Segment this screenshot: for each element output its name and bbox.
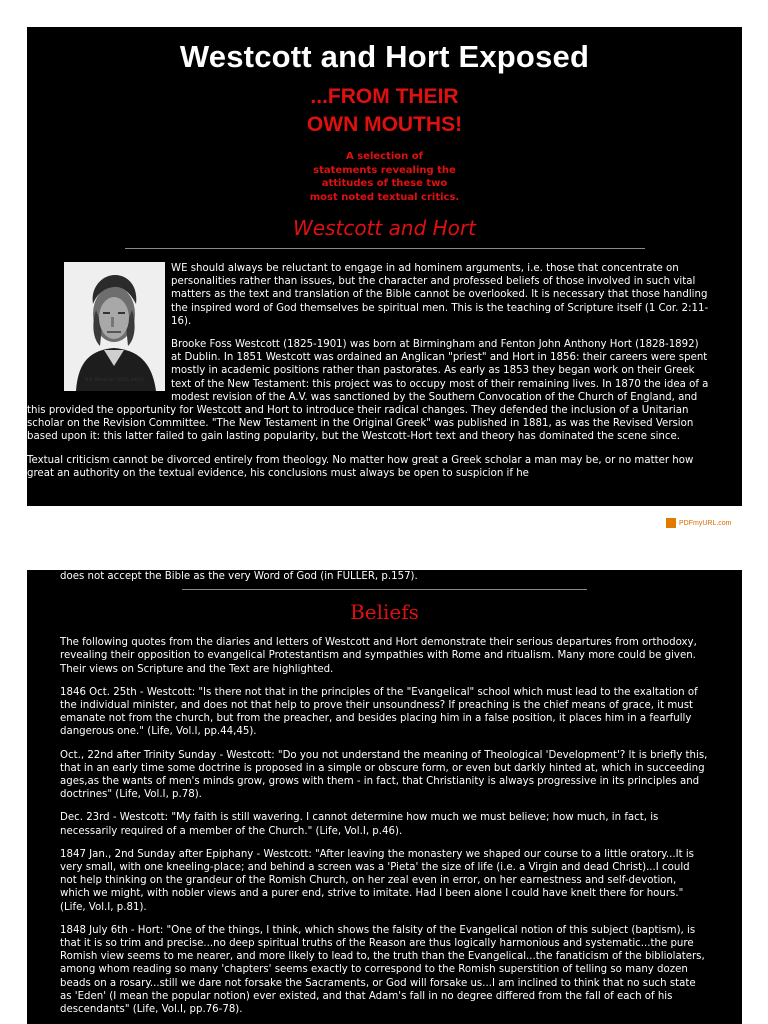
paragraph: Textual criticism cannot be divorced entirely from theology. No matter how great a Greek scholar a man may be, or no matter how great an authority on the textual evidence, his conclusions must always be open to suspicion if he	[27, 454, 694, 479]
paragraph: Oct., 22nd after Trinity Sunday - Westcott: "Do you not understand the meaning of Theological 'Development'? It is briefly this, that in an early time some doctrine is proposed in a simple or obscure form, or even but darkly hinted at, which in succeeding ages,as the wants of men's minds grow, grows with them - in fact, that Christianity is always progressive in its principles and doctrines" (Life, Vol.I, p.78).	[60, 749, 708, 801]
paragraph: Dec. 23rd - Westcott: "My faith is still wavering. I cannot determine how much we must believe; how much, in fact, is necessarily required of a member of the Church." (Life, Vol.I, p.46).	[60, 812, 659, 837]
section-heading-beliefs: Beliefs	[350, 600, 419, 625]
westcott-portrait	[64, 262, 165, 391]
blurb-line: attitudes of these two	[321, 178, 448, 189]
portrait-image	[64, 262, 165, 391]
subtitle-line: ...FROM THEIR	[310, 85, 459, 108]
portrait-caption: B.F. Westcott (1825-1901)	[85, 377, 144, 383]
paragraph: The following quotes from the diaries and letters of Westcott and Hort demonstrate their serious departures from orthodoxy, revealing their opposition to evangelical Protestantism and sympathies with Rome and ritualism. Many more could be given. Their views on Scripture and the Text are highlighted.	[60, 637, 697, 675]
paragraph: WE should always be reluctant to engage in ad hominem arguments, i.e. those that concentrate on personalities rather than issues, but the character and professed beliefs of those involved in such vital matters as the text and translation of the Bible cannot be overlooked. It is necessary that those handling the inspired word of God themselves be spiritual men. This is the teaching of Scripture itself (1 Cor. 2:11-16).	[171, 263, 709, 327]
section-heading-westcott-hort: Westcott and Hort	[293, 216, 476, 240]
paragraph: 1847 Jan., 2nd Sunday after Epiphany - Westcott: "After leaving the monastery we shaped our course to a little oratory...It is very small, with one kneeling-place; and behind a screen was a 'Pieta' the size of life (i.e. a Virgin and dead Christ)...I could not help thinking on the grandeur of the Romish Church, on her zeal even in error, on her earnestness and self-devotion, which we might, with nobler views and a purer end, strive to imitate. Had I been alone I could have knelt there for hours." (Life, Vol.I, p.81).	[60, 848, 694, 913]
pdfmyurl-badge[interactable]	[666, 518, 732, 528]
intro-blurb	[27, 150, 742, 204]
paragraph: 1846 Oct. 25th - Westcott: "Is there not that in the principles of the "Evangelical" school which must lead to the exaltation of the individual minister, and does not that help to prove their unsoundness? If preaching is the chief means of grace, it must emanate not from the church, but from the preacher, and besides placing him in a false position, it places him in a fearfully dangerous one." (Life, Vol.I, pp.44,45).	[60, 686, 698, 738]
paragraph: 1848 July 6th - Hort: "One of the things, I think, which shows the falsity of the Evangelical notion of this subject (baptism), is that it is so trim and precise...no deep spiritual truths of the Reason are thus logically harmonious and systematic...the pure Romish view seems to me nearer, and more likely to lead to, the truth than the Evangelical...the fanaticism of the bibliolaters, among whom reading so many 'chapters' seems exactly to correspond to the Romish superstition of telling so many dozen beads on a rosary...still we dare not forsake the Sacraments, or God will forsake us...I am inclined to think that no such state as 'Eden' (I mean the popular notion) ever existed, and that Adam's fall in no degree differed from the fall of each of his descendants" (Life, Vol.I, pp.76-78).	[60, 924, 705, 1016]
beliefs-body	[27, 636, 742, 1016]
document-page-2	[27, 570, 742, 1024]
section-body	[27, 570, 742, 583]
blurb-line: statements revealing the	[313, 164, 456, 176]
blurb-line: A selection of	[346, 151, 423, 162]
continuation-line: does not accept the Bible as the very Word of God (in FULLER, p.157).	[60, 571, 418, 582]
subtitle	[27, 83, 742, 139]
divider	[182, 589, 587, 590]
pdfmyurl-logo-icon	[666, 518, 676, 528]
section-body	[27, 262, 742, 480]
document-page-1	[27, 27, 742, 506]
blurb-line: most noted textual critics.	[309, 191, 460, 203]
paragraph: Brooke Foss Westcott (1825-1901) was born at Birmingham and Fenton John Anthony Hort (1828-1892) at Dublin. In 1851 Westcott was ordained an Anglican "priest" and Hort in 1856: their careers were spent mostly in academic positions rather than pastorates. As early as 1853 they began work on their Greek text of the New Testament: this project was to occupy most of their remaining lives. In 1870 the idea of a modest revision of the A.V. was sanctioned by the Southern Convocation of the Church of England, and this provided the opportunity for Westcott and Hort to introduce their radical changes. They defended the inclusion of a Unitarian scholar on the Revision Committee. "The New Testament in the Original Greek" was published in 1881, as was the Revised Version based upon it: this latter failed to gain lasting popularity, but the Westcott-Hort text and theory has dominated the scene since.	[27, 339, 709, 443]
divider	[125, 248, 645, 249]
pdfmyurl-label: PDFmyURL.com	[679, 519, 732, 527]
page-title: Westcott and Hort Exposed	[179, 39, 590, 74]
subtitle-line: OWN MOUTHS!	[306, 113, 463, 136]
